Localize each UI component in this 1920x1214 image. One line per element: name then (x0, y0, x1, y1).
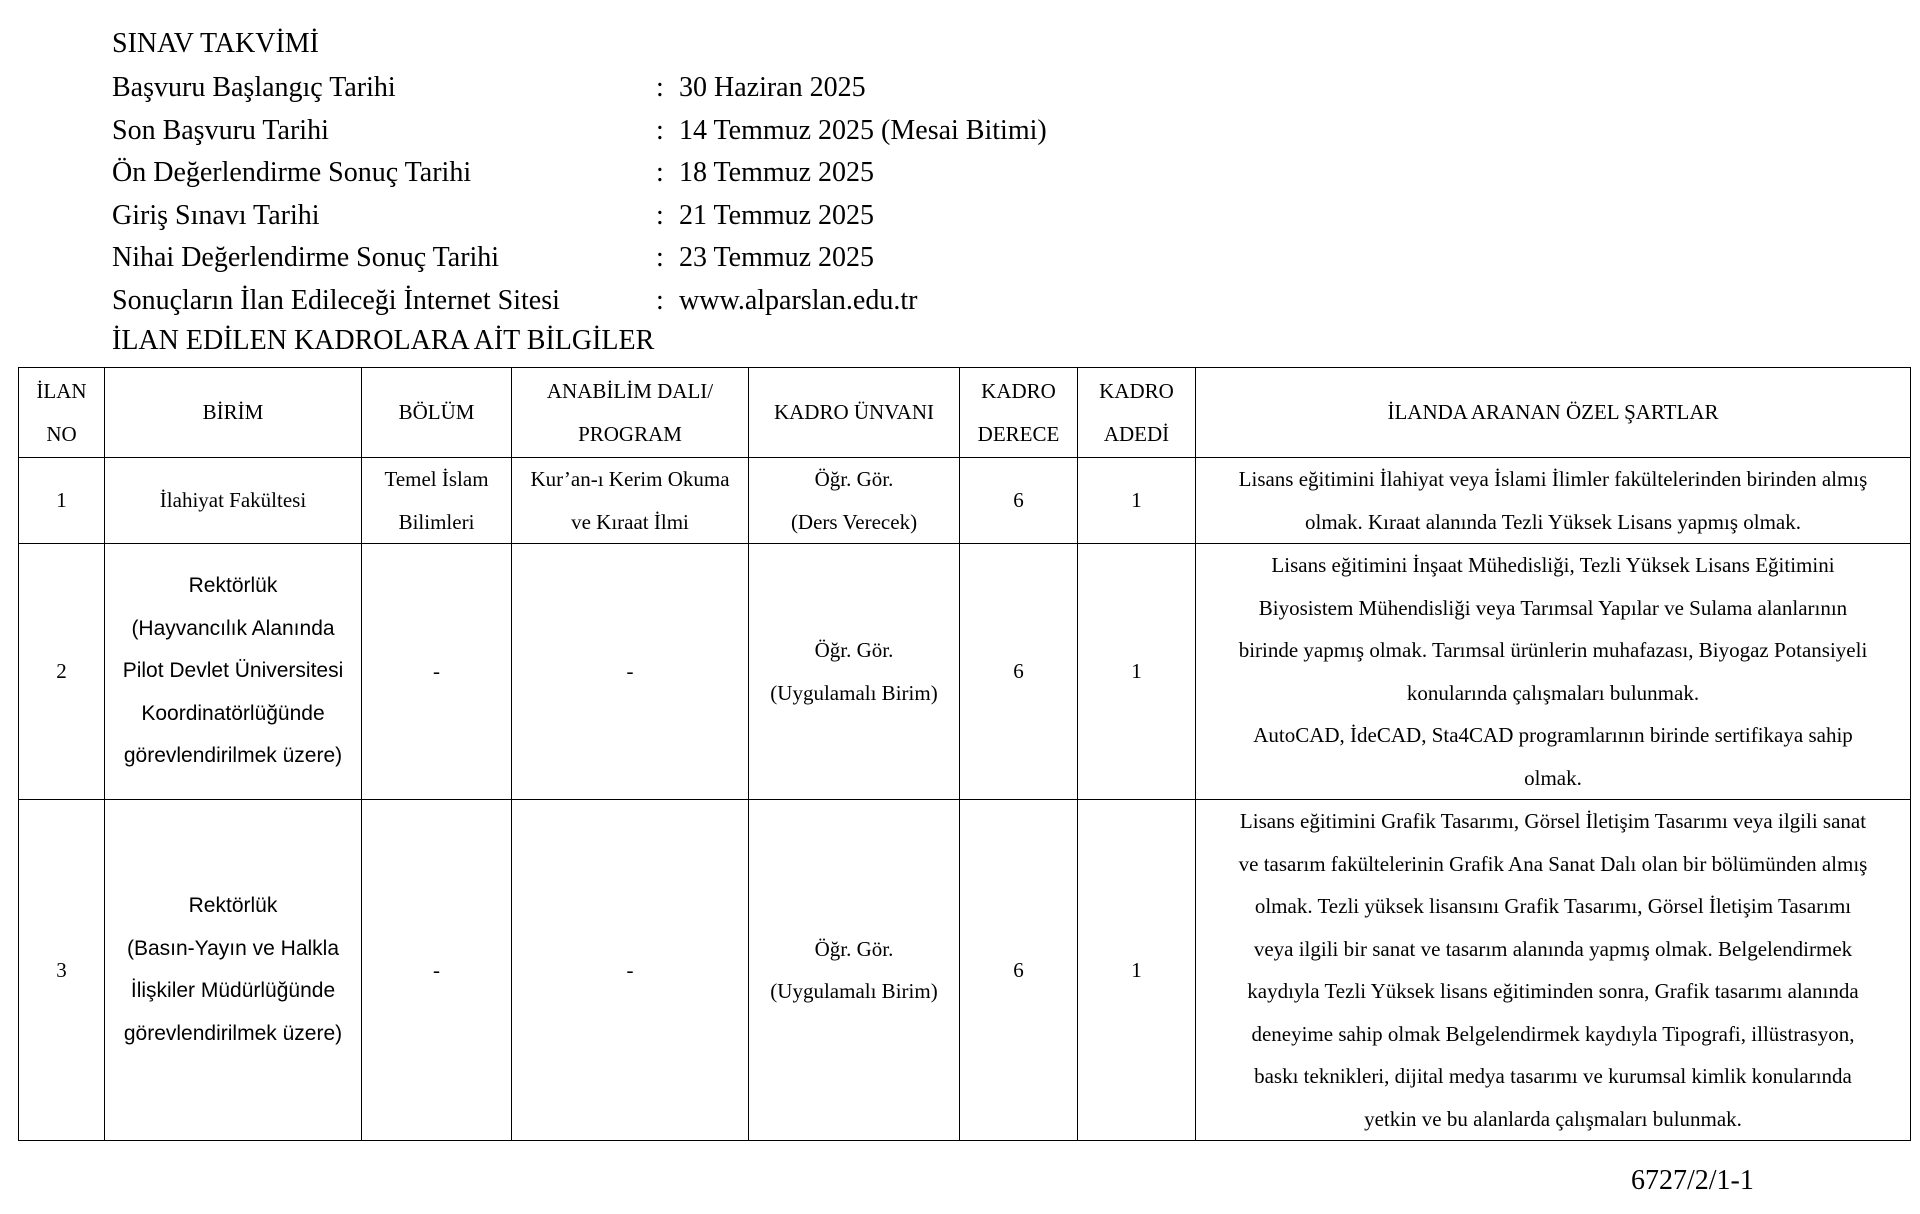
header-unvan (749, 368, 960, 458)
cell-line: AutoCAD, İdeCAD, Sta4CAD programlarının birinde sertifikaya sahip (1253, 723, 1853, 747)
header-line: ANABİLİM DALI/ (546, 379, 714, 403)
table-row (19, 544, 1911, 800)
cell-line: Pilot Devlet Üniversitesi (122, 659, 344, 683)
schedule-label: Başvuru Başlangıç Tarihi (112, 72, 396, 103)
cell-line: ve tasarım fakültelerinin Grafik Ana Sanat Dalı olan bir bölümünden almış (1238, 851, 1868, 876)
header-ilan-no (19, 368, 105, 458)
cell-ilan-no: 2 (19, 544, 105, 800)
table-row (19, 458, 1911, 544)
header-derece (960, 368, 1078, 458)
cell-line: deneyime sahip olmak Belgelendirmek kaydıyla Tipografi, illüstrasyon, (1251, 1021, 1855, 1046)
cell-ilan-no: 1 (19, 458, 105, 544)
cell-line: Öğr. Gör. (814, 467, 894, 491)
cell-line: görevlendirilmek üzere) (123, 1021, 343, 1045)
cell-line: Öğr. Gör. (814, 638, 894, 662)
cell-sartlar (1196, 800, 1911, 1141)
schedule-title: SINAV TAKVİMİ (112, 28, 320, 59)
cell-line: Biyosistem Mühendisliği veya Tarımsal Yapılar ve Sulama alanlarının (1258, 595, 1848, 620)
schedule-value: 30 Haziran 2025 (679, 72, 866, 103)
cell-sartlar (1196, 544, 1911, 800)
cell-line: - (433, 957, 440, 982)
cell-line: olmak. Kıraat alanında Tezli Yüksek Lisans yapmış olmak. (1305, 509, 1801, 534)
cell-anabilim (512, 800, 749, 1141)
document-number: 6727/2/1-1 (1631, 1165, 1754, 1196)
header-line: KADRO (981, 379, 1056, 403)
cell-line: Lisans eğitimini Grafik Tasarımı, Görsel İletişim Tasarımı veya ilgili sanat (1239, 809, 1867, 833)
cell-line: ve Kıraat İlmi (571, 509, 689, 534)
header-line: PROGRAM (578, 421, 682, 446)
cell-anabilim (512, 458, 749, 544)
header-line: BÖLÜM (398, 400, 475, 425)
schedule-colon: : (656, 284, 664, 316)
header-line: BİRİM (202, 400, 264, 425)
schedule-label: Son Başvuru Tarihi (112, 114, 329, 146)
cell-line: - (433, 659, 440, 684)
header-line: KADRO (1099, 379, 1174, 403)
header-line: KADRO ÜNVANI (773, 400, 935, 425)
cell-adet: 1 (1078, 800, 1196, 1141)
header-adet (1078, 368, 1196, 458)
schedule-label: Ön Değerlendirme Sonuç Tarihi (112, 157, 472, 188)
cell-derece: 6 (960, 458, 1078, 544)
cell-line: İlişkiler Müdürlüğünde (130, 979, 336, 1002)
header-line: İLANDA ARANAN ÖZEL ŞARTLAR (1387, 400, 1719, 425)
cell-line: Lisans eğitimini İnşaat Mühedisliği, Tezli Yüksek Lisans Eğitimini (1271, 553, 1835, 577)
header-line: NO (46, 421, 77, 446)
schedule-value: 23 Temmuz 2025 (679, 242, 875, 273)
schedule-colon: : (656, 157, 664, 188)
cell-line: (Uygulamalı Birim) (770, 979, 938, 1003)
cell-line: (Ders Verecek) (790, 509, 918, 534)
cell-anabilim (512, 544, 749, 800)
schedule-label: Nihai Değerlendirme Sonuç Tarihi (112, 242, 500, 273)
schedule-value: 21 Temmuz 2025 (679, 199, 875, 231)
cell-line: görevlendirilmek üzere) (123, 744, 343, 768)
cell-birim (105, 800, 362, 1141)
cell-line: (Hayvancılık Alanında (131, 616, 335, 640)
cell-birim (105, 458, 362, 544)
cell-birim (105, 544, 362, 800)
cell-derece: 6 (960, 800, 1078, 1141)
schedule-value: 14 Temmuz 2025 (Mesai Bitimi) (679, 114, 1047, 146)
cell-line: - (626, 659, 634, 684)
schedule-colon: : (656, 114, 664, 146)
header-birim (105, 368, 362, 458)
table-row (19, 800, 1911, 1141)
cell-sartlar (1196, 458, 1911, 544)
cell-derece: 6 (960, 544, 1078, 800)
schedule-colon: : (656, 72, 664, 103)
cell-line: Kur’an-ı Kerim Okuma (530, 467, 730, 491)
positions-table (18, 367, 1911, 1141)
table-header-row (19, 368, 1911, 458)
schedule-colon: : (656, 199, 664, 231)
header-line: ADEDİ (1103, 421, 1170, 446)
cell-line: (Basın-Yayın ve Halkla (126, 936, 340, 960)
cell-line: (Uygulamalı Birim) (770, 680, 938, 705)
cell-line: birinde yapmış olmak. Tarımsal ürünlerin muhafazası, Biyogaz Potansiyeli (1238, 638, 1868, 662)
cell-bolum (362, 544, 512, 800)
schedule-label: Sonuçların İlan Edileceği İnternet Sitesi (112, 284, 560, 316)
schedule-value: www.alparslan.edu.tr (679, 284, 918, 316)
cell-unvan (749, 458, 960, 544)
cell-bolum (362, 800, 512, 1141)
cell-line: Koordinatörlüğünde (141, 701, 325, 725)
cell-line: Bilimleri (398, 509, 475, 534)
cell-unvan (749, 544, 960, 800)
cell-line: - (626, 957, 634, 982)
cell-line: İlahiyat Fakültesi (159, 488, 307, 513)
header-line: İLAN (36, 379, 87, 403)
header-anabilim (512, 368, 749, 458)
cell-line: Öğr. Gör. (814, 936, 894, 961)
cell-unvan (749, 800, 960, 1141)
cell-line: Lisans eğitimini İlahiyat veya İslami İlimler fakültelerinden birinden almış (1238, 467, 1868, 491)
cell-adet: 1 (1078, 458, 1196, 544)
cell-line: kaydıyla Tezli Yüksek lisans eğitiminden sonra, Grafik tasarımı alanında (1247, 979, 1859, 1003)
cell-bolum (362, 458, 512, 544)
header-bolum (362, 368, 512, 458)
cell-line: Temel İslam (384, 467, 489, 491)
header-sartlar (1196, 368, 1911, 458)
schedule-value: 18 Temmuz 2025 (679, 157, 875, 188)
cell-line: olmak. Tezli yüksek lisansını Grafik Tasarımı, Görsel İletişim Tasarımı (1254, 894, 1852, 918)
positions-title: İLAN EDİLEN KADROLARA AİT BİLGİLER (112, 325, 655, 356)
cell-ilan-no: 3 (19, 800, 105, 1141)
schedule-colon: : (656, 242, 664, 273)
cell-line: olmak. (1524, 765, 1582, 790)
cell-line: baskı teknikleri, dijital medya tasarımı ve kurumsal kimlik konularında (1254, 1064, 1852, 1088)
header-line: DERECE (977, 421, 1060, 446)
schedule-label: Giriş Sınavı Tarihi (112, 199, 320, 231)
cell-line: konularında çalışmaları bulunmak. (1406, 680, 1700, 705)
cell-line: Rektörlük (188, 574, 278, 598)
cell-adet: 1 (1078, 544, 1196, 800)
cell-line: yetkin ve bu alanlarda çalışmaları bulunmak. (1364, 1106, 1742, 1131)
cell-line: Rektörlük (188, 894, 278, 917)
cell-line: veya ilgili bir sanat ve tasarım alanında yapmış olmak. Belgelendirmek (1253, 936, 1853, 961)
